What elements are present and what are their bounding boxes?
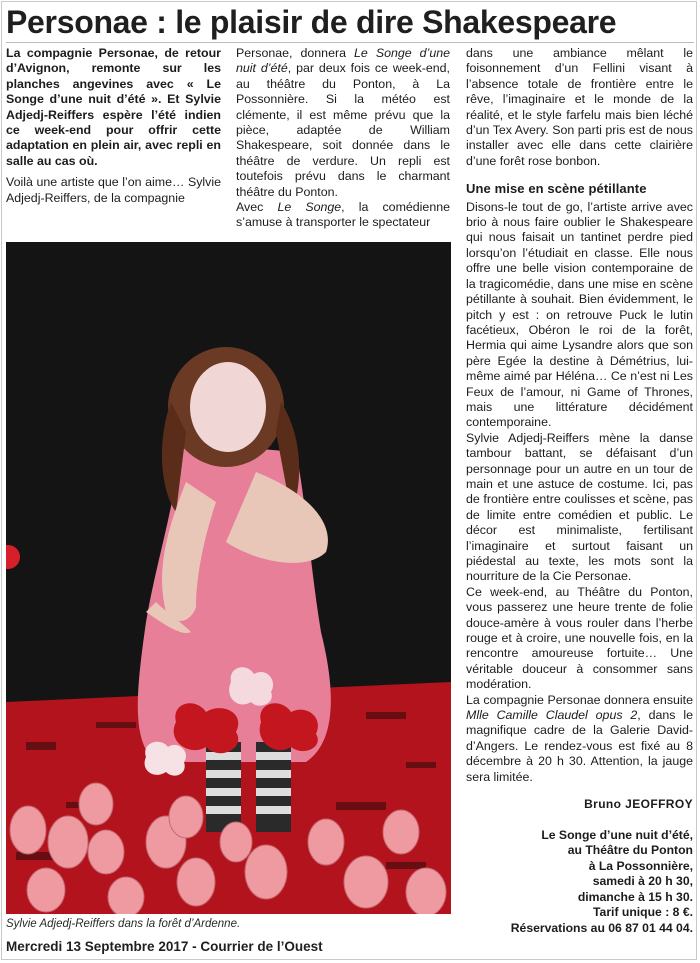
play-title: Le Songe d’une nuit d’été (236, 46, 450, 76)
info-line: au Théâtre du Ponton (567, 843, 693, 858)
column-1 (6, 46, 221, 206)
info-box (466, 828, 693, 937)
byline: Bruno JEOFFROY (584, 797, 693, 812)
col3-paragraph-2: Disons-le tout de go, l’artiste arrive avec brio à nous faire oublier le Shakespeare qui nous faisait un tantinet perdre pied lorsqu’on l’étudiait en classe. Elle nous offre une belle vision contemporaine de la tragicomédie, dans une mise en scène pétillante à souhait. Bien évidemment, le pitch y est : on retrouve Puck le lutin facétieux, Obéron le roi de la forêt, Hermia qui aime Lysandre alors que son père Egée la destine à Démétrius, lui-même aimé par Héléna… Ce n’est ni Les Feux de l’amour, ni Game of Thrones, mais une littérature décidément contemporaine. (466, 199, 693, 430)
info-line: dimanche à 15 h 30. (577, 889, 693, 904)
column-3 (466, 46, 693, 937)
info-line: Le Songe d’une nuit d’été, (541, 827, 693, 842)
stage-photo (6, 242, 451, 914)
column-2 (236, 46, 450, 231)
col2-paragraph-2 (236, 200, 450, 231)
col3-paragraph-1: dans une ambiance mêlant le foisonnement d’un Fellini visant à l’absence totale de frontière entre le rêve, l’imaginaire et le monde de la réalité, et le style farfelu mais bien léché d’un Tex Avery. Son parti pris est de nous installer avec elle dans cette clairière d’une forêt rose bonbon. (466, 46, 693, 168)
photo-caption: Sylvie Adjedj-Reiffers dans la forêt d’Ardenne. (6, 918, 241, 930)
lede-paragraph: La compagnie Personae, de retour d’Avignon, remonte sur les planches angevines avec « Le Songe d’une nuit d’été ». Et Sylvie Adjedj-Reiffers espère l’été indien ce week-end pour offrir cette adaptation en plein air, avec repli en salle au cas où. (6, 46, 221, 168)
headline: Personae : le plaisir de dire Shakespeare (6, 4, 617, 40)
page-footer: Mercredi 13 Septembre 2017 - Courrier de l’Ouest (6, 939, 323, 954)
info-line: à La Possonnière, (588, 858, 693, 873)
info-line: samedi à 20 h 30, (592, 874, 693, 889)
col3-paragraph-4: Ce week-end, au Théâtre du Ponton, vous passerez une heure trente de folie douce-amère à vous rouler dans l’herbe rouge et à croire, une nouvelle fois, en la rencontre amoureuse fortuite… Une véritable douceur à consommer sans modération. (466, 584, 693, 692)
col2-paragraph-1 (236, 46, 450, 200)
info-line: Tarif unique : 8 €. (593, 905, 693, 920)
col3-paragraph-5 (466, 693, 693, 785)
text-run: , par deux fois ce week-end, au théâtre du Ponton, à La Possonnière. Si la météo est clémente, il est même prévu que la pièce, adaptée de William Shakespeare, soit donnée dans le théâtre de verdure. Un repli est toutefois prévu dans le charmant théâtre du Ponton. (236, 61, 450, 199)
text-run: La compagnie Personae donnera ensuite (466, 692, 693, 707)
col3-paragraph-3: Sylvie Adjedj-Reiffers mène la danse tambour battant, se défaisant d’un personnage pour un autre en un tour de main et une astuce de costume. Ici, pas de frontière entre coulisses et scène, pas de limite entre comédien et public. Le décor est minimaliste, fertilisant l’imaginaire et surtout faisant un piédestal au texte, les mots sont la nourriture de la Cie Personae. (466, 430, 693, 584)
play-title: Le Songe (277, 200, 342, 215)
text-run: Avec (236, 200, 278, 215)
play-title: Mlle Camille Claudel opus 2 (466, 708, 638, 723)
text-run: , la comédienne s’amuse à transporter le spectateur (236, 200, 450, 230)
info-line: Réservations au 06 87 01 44 04. (510, 921, 693, 936)
stage-photo-illustration (6, 242, 451, 914)
intro-paragraph: Voilà une artiste que l’on aime… Sylvie Adjedj-Reiffers, de la compagnie (6, 175, 221, 205)
text-run: , dans le magnifique cadre de la Galerie David-d’Angers. Le rendez-vous est fixé au 8 décembre à 20 h 30. Attention, la jauge sera limitée. (466, 708, 693, 784)
headline-rule (6, 42, 694, 43)
text-run: Personae, donnera (236, 46, 355, 60)
subheading: Une mise en scène pétillante (466, 181, 647, 197)
